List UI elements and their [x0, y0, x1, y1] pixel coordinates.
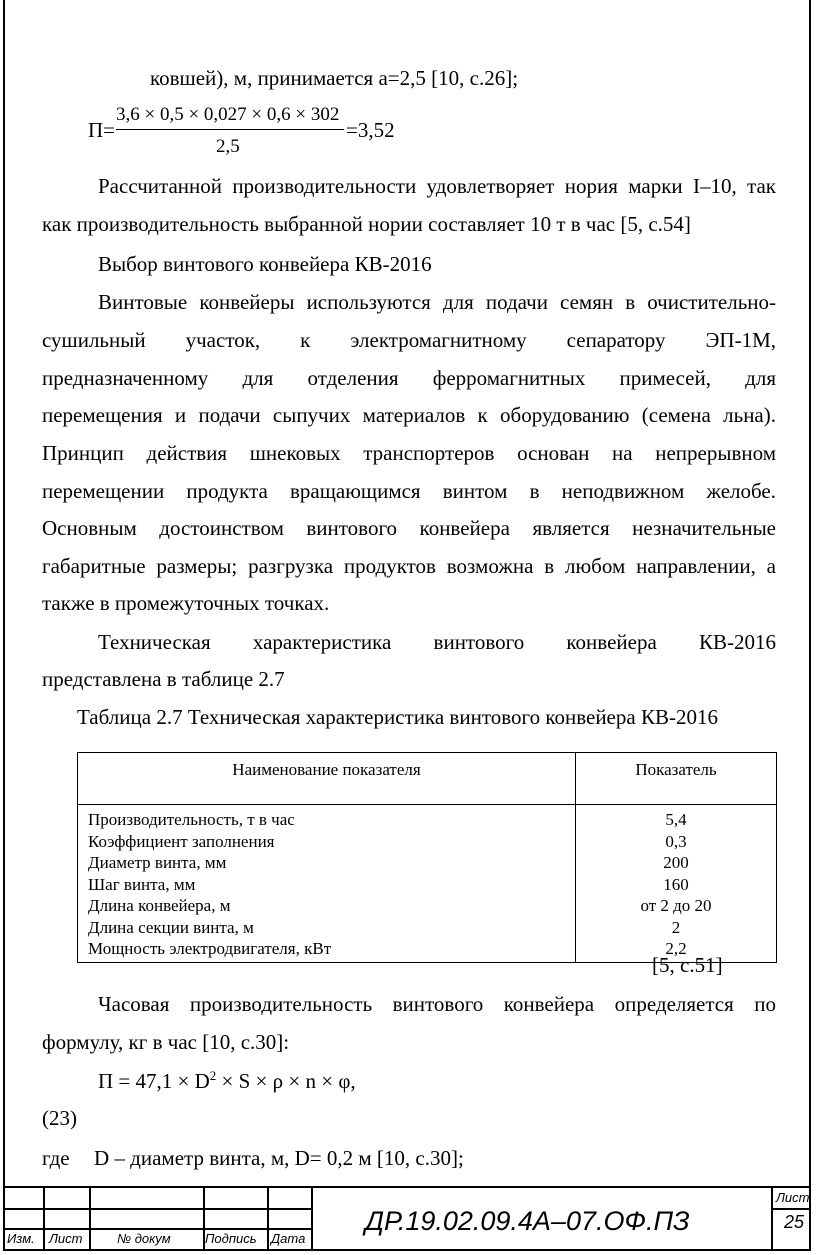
stamp-sheet-label: Лист	[776, 1190, 810, 1205]
equation-number: (23)	[42, 1106, 77, 1130]
formula-screw	[98, 1068, 356, 1093]
para4-line1: Часовая производительность винтового конвейера определяется по	[98, 992, 776, 1016]
table-values-column	[576, 805, 777, 963]
para3-line2: представлена в таблице 2.7	[42, 667, 285, 691]
formula-result: =3,52	[346, 118, 395, 142]
para2-line: сушильный участок, к электромагнитному сепаратору ЭП-1М,	[42, 328, 776, 352]
sheet-number: 25	[784, 1212, 805, 1232]
table-caption: Таблица 2.7 Техническая характеристика винтового конвейера КВ-2016	[77, 705, 718, 729]
para2-line: Основным достоинством винтового конвейера является незначительные	[42, 516, 776, 540]
stamp-label-signature: Подпись	[205, 1231, 257, 1246]
stamp-label-doc-number: № докум	[117, 1231, 171, 1246]
formula-screw-exponent: 2	[209, 1068, 217, 1083]
table-source: [5, с.51]	[652, 953, 723, 977]
table-body-row	[78, 805, 777, 963]
where-definition: D – диаметр винта, м, D= 0,2 м [10, с.30];	[94, 1146, 464, 1170]
table-cell-name: Производительность, т в час	[88, 810, 295, 829]
document-code: ДР.19.02.09.4А–07.ОФ.ПЗ	[365, 1206, 690, 1236]
para3-line1: Техническая характеристика винтового конвейера КВ-2016	[98, 630, 776, 654]
para1-line1: Рассчитанной производительности удовлетворяет нория марки I–10, так	[98, 174, 776, 198]
where-word: где	[42, 1146, 70, 1170]
para2-line: габаритные размеры; разгрузка продуктов возможна в любом направлении, а	[42, 554, 776, 578]
intro-line: ковшей), м, принимается а=2,5 [10, с.26];	[150, 66, 519, 90]
table-header-value: Показатель	[576, 753, 777, 805]
stamp-col-line	[267, 1186, 269, 1250]
para2-line: Принцип действия шнековых транспортеров основан на непрерывном	[42, 441, 776, 465]
stamp-label-izm: Изм.	[7, 1231, 35, 1246]
table-cell-name: Длина конвейера, м	[88, 896, 231, 915]
section-heading: Выбор винтового конвейера КВ-2016	[98, 252, 432, 276]
table-cell-value: 0,3	[665, 831, 687, 851]
para2-last-line: также в промежуточных точках.	[42, 591, 330, 615]
table-cell-name: Длина секции винта, м	[88, 917, 254, 937]
formula-screw-part1: П = 47,1 × D	[98, 1069, 210, 1093]
formula-lhs: П=	[88, 118, 116, 142]
formula-denominator: 2,5	[216, 136, 240, 157]
table-cell-value: 2	[671, 917, 681, 937]
para2-line: предназначенному для отделения ферромагнитных примесей, для	[42, 366, 776, 390]
stamp-col-line	[89, 1186, 91, 1250]
para2-line: Винтовые конвейеры используются для подачи семян в очистительно-	[98, 290, 776, 314]
formula-screw-part2: × S × ρ × n × φ,	[216, 1069, 356, 1093]
table-cell-name: Коэффициент заполнения	[88, 831, 275, 851]
table-header-row	[78, 753, 777, 805]
stamp-col-line	[771, 1186, 773, 1250]
stamp-label-list: Лист	[49, 1231, 83, 1246]
title-block	[5, 1186, 810, 1250]
formula-numerator: 3,6 × 0,5 × 0,027 × 0,6 × 302	[116, 104, 340, 125]
table-names-column	[78, 805, 576, 963]
para4-line2: формулу, кг в час [10, с.30]:	[42, 1030, 290, 1054]
table-cell-value: 200	[663, 853, 689, 872]
table-cell-name: Мощность электродвигателя, кВт	[88, 939, 332, 958]
fraction-bar	[116, 129, 344, 130]
table-cell-value: 160	[663, 874, 689, 894]
table-cell-value: 2,2	[665, 939, 687, 958]
table-header-name: Наименование показателя	[78, 753, 576, 805]
stamp-col-line	[311, 1186, 313, 1250]
para2-line: перемещения и подачи сыпучих материалов к оборудованию (семена льна).	[42, 403, 776, 427]
stamp-label-date: Дата	[271, 1231, 306, 1246]
table-cell-name: Диаметр винта, мм	[88, 853, 227, 872]
stamp-sheet-line	[771, 1208, 810, 1210]
table-cell-value: 5,4	[665, 810, 687, 829]
spec-table	[77, 752, 777, 963]
para2-line: перемещении продукта вращающимся винтом в неподвижном желобе.	[42, 479, 776, 503]
table-cell-value: от 2 до 20	[640, 896, 712, 915]
stamp-col-line	[43, 1186, 45, 1250]
stamp-top-line	[5, 1186, 810, 1188]
table-cell-name: Шаг винта, мм	[88, 874, 196, 894]
para1-line2: как производительность выбранной нории составляет 10 т в час [5, с.54]	[42, 212, 691, 236]
